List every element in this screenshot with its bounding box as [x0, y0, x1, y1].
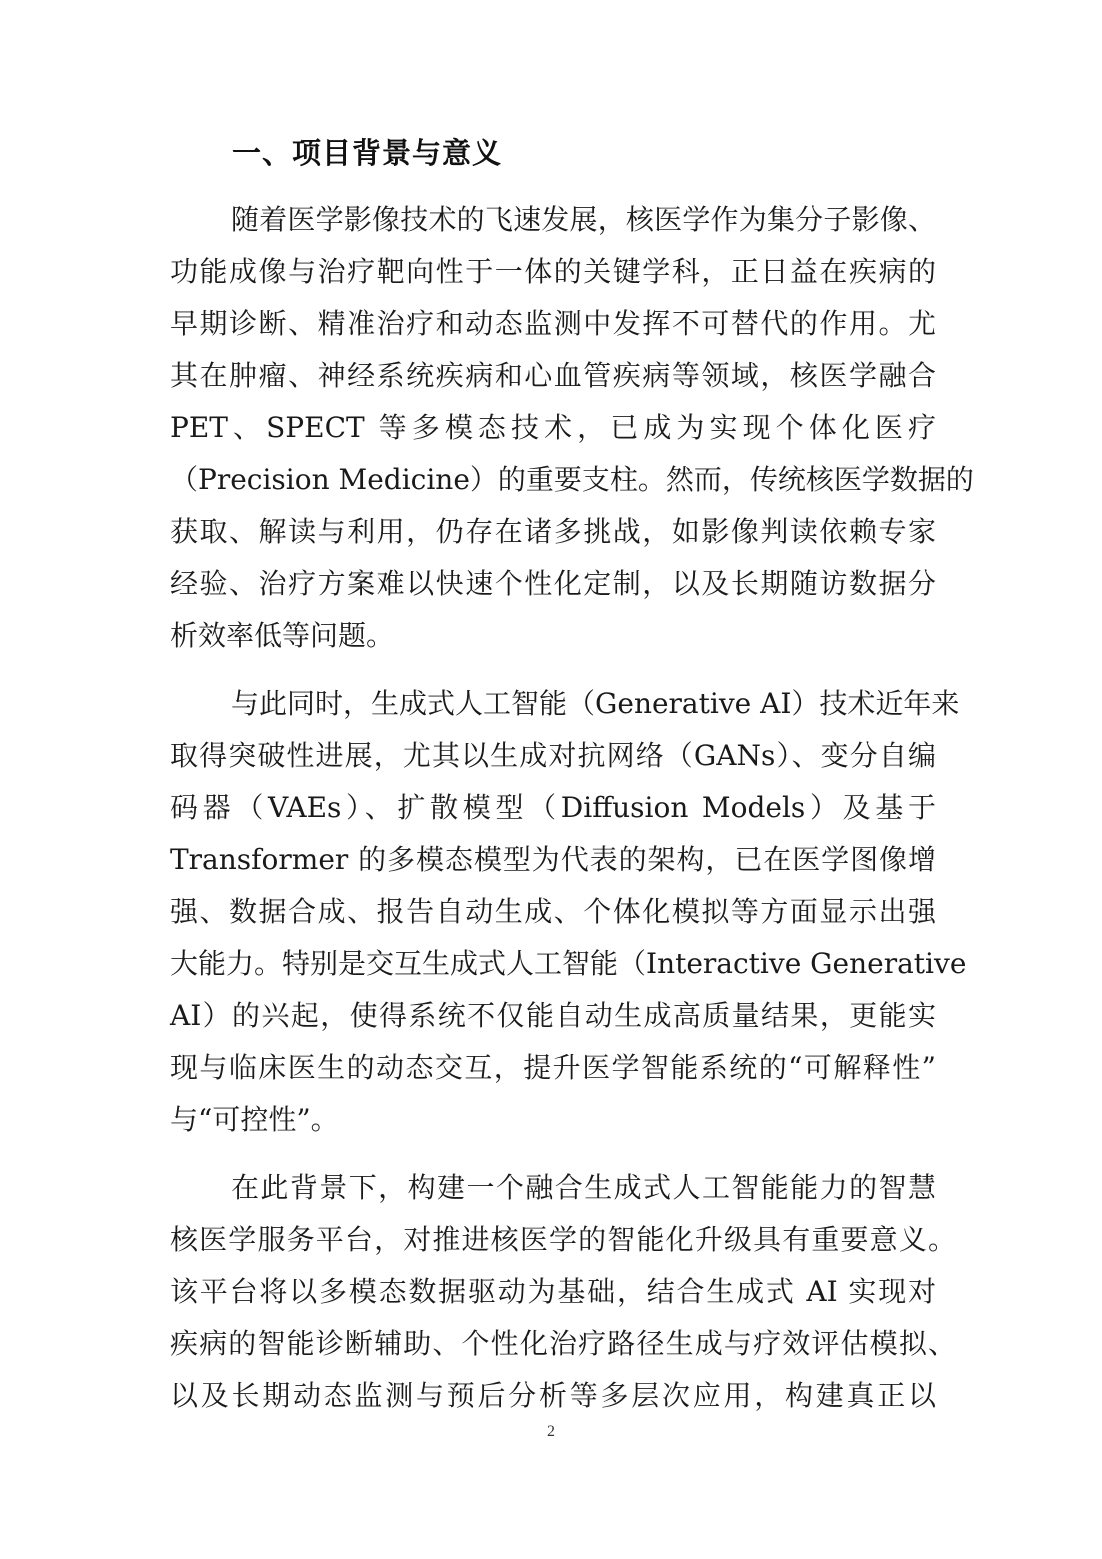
paragraph-line: 随着医学影像技术的飞速发展，核医学作为集分子影像、: [231, 203, 936, 236]
paragraph-line: 以及长期动态监测与预后分析等多层次应用，构建真正以: [170, 1379, 936, 1412]
paragraph-line: 核医学服务平台，对推进核医学的智能化升级具有重要意义。: [170, 1223, 956, 1256]
paragraph-line: 获取、解读与利用，仍存在诸多挑战，如影像判读依赖专家: [170, 515, 936, 548]
paragraph-line: 与“可控性”。: [170, 1103, 339, 1136]
paragraph-line: 其在肿瘤、神经系统疾病和心血管疾病等领域，核医学融合: [170, 359, 936, 392]
paragraph-line: 与此同时，生成式人工智能（Generative AI）技术近年来: [231, 687, 960, 720]
paragraph-line: 强、数据合成、报告自动生成、个体化模拟等方面显示出强: [170, 895, 936, 928]
section-heading: 一、项目背景与意义: [232, 136, 503, 170]
paragraph-line: （Precision Medicine）的重要支柱。然而，传统核医学数据的: [170, 463, 974, 496]
paragraph-line: 码器（VAEs）、扩散模型（Diffusion Models）及基于: [170, 791, 936, 824]
paragraph-line: 疾病的智能诊断辅助、个性化治疗路径生成与疗效评估模拟、: [170, 1327, 956, 1360]
paragraph-line: 功能成像与治疗靶向性于一体的关键学科，正日益在疾病的: [170, 255, 936, 288]
paragraph-line: 大能力。特别是交互生成式人工智能（Interactive Generative: [170, 947, 967, 980]
paragraph-line: 取得突破性进展，尤其以生成对抗网络（GANs）、变分自编: [170, 739, 936, 772]
paragraph-line: 该平台将以多模态数据驱动为基础，结合生成式 AI 实现对: [170, 1275, 936, 1308]
paragraph-line: 现与临床医生的动态交互，提升医学智能系统的“可解释性”: [170, 1051, 936, 1084]
paragraph-line: PET、SPECT 等多模态技术，已成为实现个体化医疗: [170, 411, 936, 444]
page-number: 2: [547, 1423, 555, 1440]
paragraph-line: 早期诊断、精准治疗和动态监测中发挥不可替代的作用。尤: [170, 307, 936, 340]
paragraph-line: 经验、治疗方案难以快速个性化定制，以及长期随访数据分: [170, 567, 936, 600]
paragraph-line: AI）的兴起，使得系统不仅能自动生成高质量结果，更能实: [170, 999, 936, 1032]
paragraph-line: 析效率低等问题。: [170, 619, 395, 652]
paragraph-line: Transformer 的多模态模型为代表的架构，已在医学图像增: [170, 843, 936, 876]
paragraph-line: 在此背景下，构建一个融合生成式人工智能能力的智慧: [231, 1171, 936, 1204]
